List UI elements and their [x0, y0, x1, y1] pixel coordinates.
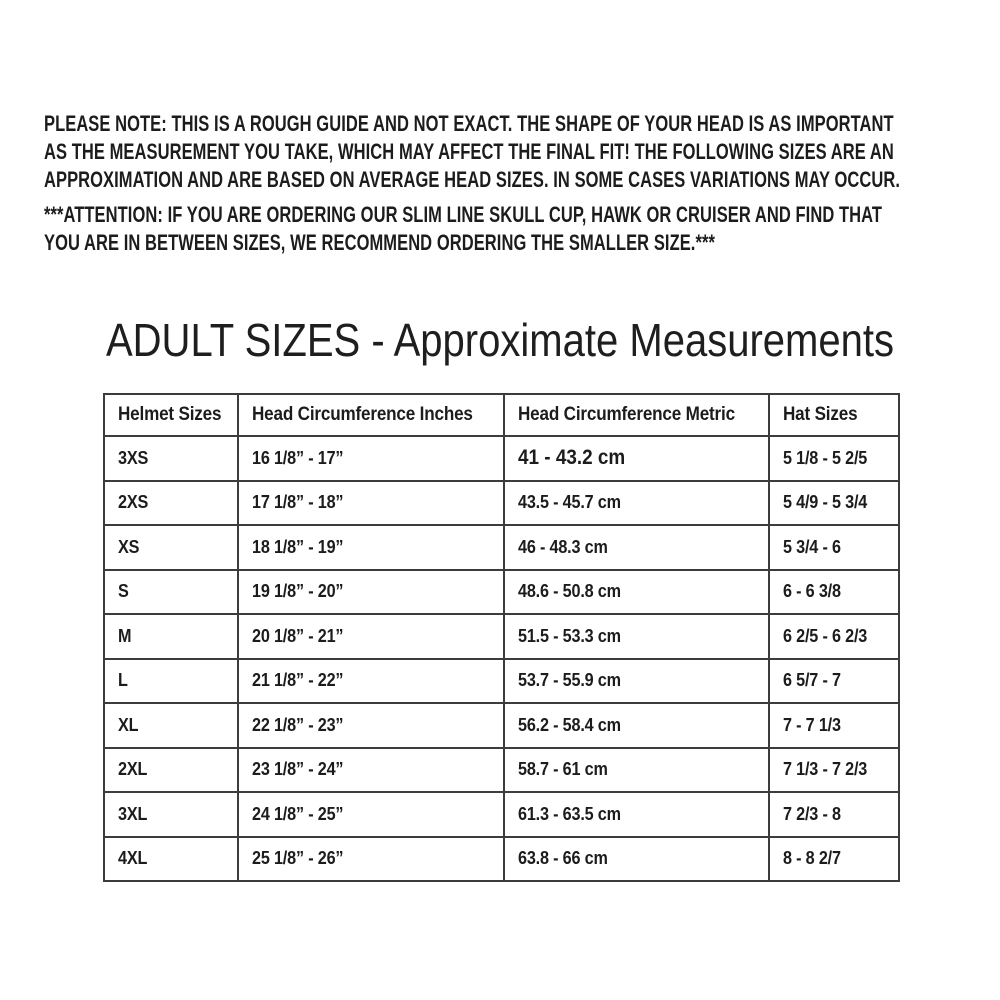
cell-inches: [238, 614, 504, 659]
cell-value: 7 2/3 - 8: [783, 803, 841, 824]
cell-value: 5 4/9 - 5 3/4: [783, 492, 868, 513]
cell-value: 46 - 48.3 cm: [518, 536, 608, 557]
cell-value: 2XL: [118, 759, 148, 780]
cell-value: 63.8 - 66 cm: [518, 848, 608, 869]
cell-value: M: [118, 625, 132, 646]
cell-hat-size: [769, 837, 899, 882]
header-label: Hat Sizes: [783, 404, 858, 425]
please-note-paragraph: [44, 110, 1000, 194]
header-helmet-sizes: [104, 394, 238, 436]
cell-value: 19 1/8” - 20”: [252, 581, 344, 602]
table-row: [104, 525, 899, 570]
cell-inches: [238, 792, 504, 837]
cell-value: 7 - 7 1/3: [783, 714, 841, 735]
cell-hat-size: [769, 703, 899, 748]
cell-value: S: [118, 581, 129, 602]
header-label: Head Circumference Inches: [252, 404, 473, 425]
cell-metric: [504, 436, 769, 481]
note-line: AS THE MEASUREMENT YOU TAKE, WHICH MAY AFFECT THE FINAL FIT! THE FOLLOWING SIZES ARE AN: [44, 139, 894, 164]
attention-paragraph: [44, 201, 1000, 257]
attention-line: ***ATTENTION: IF YOU ARE ORDERING OUR SLIM LINE SKULL CUP, HAWK OR CRUISER AND FIND THAT: [44, 202, 883, 227]
cell-value: 3XS: [118, 447, 149, 468]
cell-metric: [504, 525, 769, 570]
cell-value: 17 1/8” - 18”: [252, 492, 344, 513]
cell-value: L: [118, 670, 128, 691]
cell-value: 5 1/8 - 5 2/5: [783, 447, 868, 468]
cell-helmet-size: [104, 525, 238, 570]
cell-hat-size: [769, 525, 899, 570]
cell-helmet-size: [104, 614, 238, 659]
header-label: Head Circumference Metric: [518, 404, 735, 425]
size-chart-table: [103, 393, 900, 882]
cell-value: 58.7 - 61 cm: [518, 759, 608, 780]
cell-inches: [238, 659, 504, 704]
cell-value: 56.2 - 58.4 cm: [518, 714, 621, 735]
cell-metric: [504, 792, 769, 837]
cell-value: 6 2/5 - 6 2/3: [783, 625, 868, 646]
cell-inches: [238, 481, 504, 526]
header-label: Helmet Sizes: [118, 404, 222, 425]
cell-hat-size: [769, 748, 899, 793]
cell-value: 7 1/3 - 7 2/3: [783, 759, 868, 780]
cell-metric: [504, 570, 769, 615]
attention-line: YOU ARE IN BETWEEN SIZES, WE RECOMMEND ORDERING THE SMALLER SIZE.***: [44, 230, 715, 255]
cell-hat-size: [769, 481, 899, 526]
page-title: ADULT SIZES - Approximate Measurements: [105, 314, 895, 366]
cell-helmet-size: [104, 837, 238, 882]
cell-value: 20 1/8” - 21”: [252, 625, 344, 646]
table-row: [104, 436, 899, 481]
cell-inches: [238, 436, 504, 481]
cell-helmet-size: [104, 703, 238, 748]
cell-value: 61.3 - 63.5 cm: [518, 803, 621, 824]
cell-value: 21 1/8” - 22”: [252, 670, 344, 691]
cell-metric: [504, 614, 769, 659]
cell-value: 6 5/7 - 7: [783, 670, 841, 691]
cell-value: 53.7 - 55.9 cm: [518, 670, 621, 691]
cell-value: 3XL: [118, 803, 148, 824]
table-row: [104, 659, 899, 704]
table-row: [104, 703, 899, 748]
cell-hat-size: [769, 659, 899, 704]
cell-value: 18 1/8” - 19”: [252, 536, 344, 557]
cell-metric: [504, 659, 769, 704]
cell-value: XS: [118, 536, 140, 557]
note-line: PLEASE NOTE: THIS IS A ROUGH GUIDE AND NOT EXACT. THE SHAPE OF YOUR HEAD IS AS IMPORTANT: [44, 111, 894, 136]
cell-value: XL: [118, 714, 139, 735]
table-row: [104, 837, 899, 882]
cell-value: 25 1/8” - 26”: [252, 848, 344, 869]
cell-value: 24 1/8” - 25”: [252, 803, 344, 824]
cell-value: 23 1/8” - 24”: [252, 759, 344, 780]
cell-metric: [504, 748, 769, 793]
table-row: [104, 481, 899, 526]
cell-hat-size: [769, 792, 899, 837]
cell-inches: [238, 837, 504, 882]
cell-value: 51.5 - 53.3 cm: [518, 625, 621, 646]
cell-hat-size: [769, 614, 899, 659]
cell-value: 43.5 - 45.7 cm: [518, 492, 621, 513]
cell-inches: [238, 748, 504, 793]
table-row: [104, 614, 899, 659]
header-circumference-inches: [238, 394, 504, 436]
cell-inches: [238, 525, 504, 570]
cell-value: 8 - 8 2/7: [783, 848, 841, 869]
cell-helmet-size: [104, 748, 238, 793]
cell-hat-size: [769, 436, 899, 481]
cell-helmet-size: [104, 481, 238, 526]
cell-inches: [238, 703, 504, 748]
cell-value: 6 - 6 3/8: [783, 581, 841, 602]
cell-metric: [504, 703, 769, 748]
cell-value: 22 1/8” - 23”: [252, 714, 344, 735]
header-hat-sizes: [769, 394, 899, 436]
table-row: [104, 792, 899, 837]
cell-helmet-size: [104, 436, 238, 481]
cell-metric: [504, 837, 769, 882]
cell-helmet-size: [104, 659, 238, 704]
table-row: [104, 748, 899, 793]
cell-value: 2XS: [118, 492, 149, 513]
table-row: [104, 570, 899, 615]
cell-value: 5 3/4 - 6: [783, 536, 841, 557]
cell-helmet-size: [104, 570, 238, 615]
cell-metric: [504, 481, 769, 526]
cell-value: 16 1/8” - 17”: [252, 447, 344, 468]
cell-inches: [238, 570, 504, 615]
cell-value: 4XL: [118, 848, 148, 869]
note-line: APPROXIMATION AND ARE BASED ON AVERAGE HEAD SIZES. IN SOME CASES VARIATIONS MAY OCCUR.: [44, 167, 900, 192]
cell-value: 48.6 - 50.8 cm: [518, 581, 621, 602]
header-row: [104, 394, 899, 436]
cell-helmet-size: [104, 792, 238, 837]
cell-value: 41 - 43.2 cm: [518, 446, 626, 470]
header-circumference-metric: [504, 394, 769, 436]
cell-hat-size: [769, 570, 899, 615]
